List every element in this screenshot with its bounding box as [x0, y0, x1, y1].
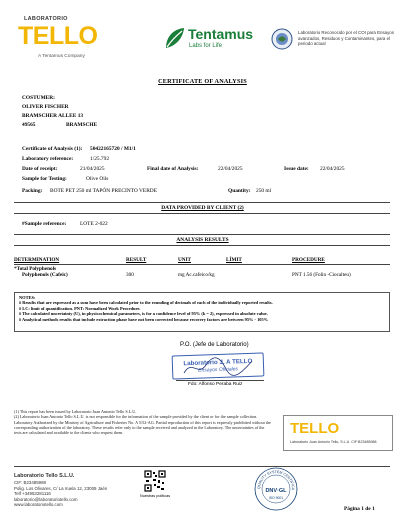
final-date-value: 22/04/2025 — [218, 166, 243, 172]
limit-cell — [226, 272, 292, 278]
results-section-title: ANALYSIS RESULTS — [176, 237, 229, 243]
notes-box — [14, 292, 390, 332]
tello-logo — [14, 16, 108, 62]
qr-label: Nuestras políticas — [140, 494, 171, 498]
divider — [14, 202, 390, 203]
customer-label: COSTUMER: — [22, 95, 55, 101]
col-unit: UNIT — [178, 257, 226, 265]
document-title: CERTIFICATE OF ANALYSIS — [158, 78, 247, 85]
stamp-line-1: Laboratorio J. A TELLO — [183, 357, 253, 368]
page-number: Página 1 de 1 — [344, 506, 375, 512]
company-street: Polig. Los Olivares, C/ La Iruela 12, 23009 Jaén — [14, 485, 108, 491]
coi-recognition-text: Laboratorio Reconocido por el COI para Ensayos avanzados, Residuos y Contaminantes, para el periodo actual — [298, 30, 394, 47]
note-line: # Analytical methods results that include extraction phase have not been corrected because recovery factors are between 95% - 105% — [19, 316, 269, 322]
issue-date-label: Issue date: — [284, 166, 309, 172]
packing-value: BOTE PET 250 ml TAPÓN PRECINTO VERDE — [50, 188, 157, 194]
footer-tello-stamp — [283, 415, 393, 451]
notes-title: NOTES: — [19, 295, 36, 300]
company-address — [14, 473, 134, 508]
signature-line — [176, 380, 264, 381]
determination-cell: Polyphenols (Cafeic) — [22, 272, 68, 278]
divider — [14, 234, 390, 235]
footnote-3: Laboratory Authorized by the Ministry of Agriculture and Fisheries No. A 5/52-AG. Partial reproduction of this report is expressly prohibited without the corresponding authorization of the laboratory. These results refer only to the sample received and analyzed in the Laboratory. The uncertainties of the tests are calculated and available to the clients who request them. — [14, 419, 271, 436]
customer-name: OLIVER FISCHER — [22, 104, 69, 110]
receipt-label: Date of receipt: — [22, 166, 58, 172]
table-row — [14, 272, 390, 278]
customer-street: BRAMSCHER ALLEE 13 — [22, 113, 84, 119]
quantity-value: 250 ml — [256, 188, 272, 194]
note-line: # Results that are expressed as a sum have been calculated prior to the rounding of decimals of each of the individually reported results. — [19, 300, 273, 306]
company-name: Laboratorio Tello S.L.U. — [14, 473, 75, 479]
unit-cell: mg Ac.cafeico/kg — [178, 272, 215, 278]
tello-logo-top: LABORATORIO — [24, 16, 68, 22]
divider — [14, 466, 390, 467]
note-line: # LC: limit of quantification. PNT: Normalized Work Procedure. — [19, 305, 141, 311]
sample-label: Sample for Testing: — [22, 176, 67, 182]
signature-scribble-icon — [180, 355, 260, 379]
results-group-row — [14, 265, 390, 273]
divider — [14, 245, 390, 246]
client-section-title: DATA PROVIDED BY CLIENT (2) — [161, 205, 244, 211]
sample-value: Olive Oils — [86, 176, 109, 182]
company-email: laboratorio@laboratoriotello.com — [14, 496, 78, 502]
final-date-label: Final date of Analysis: — [147, 166, 199, 172]
tentamus-tagline: Labs for Life — [189, 43, 223, 49]
footnotes — [14, 409, 272, 435]
tentamus-name: Tentamus — [188, 26, 254, 42]
certificate-label: Certificate of Analysis (1): — [22, 146, 83, 152]
packing-label: Packing: — [22, 188, 43, 194]
col-limit: LÍMIT — [226, 257, 292, 265]
receipt-value: 21/04/2025 — [80, 166, 105, 172]
company-phone: Telf +34953281116 — [14, 491, 51, 497]
dnv-ring-text: QUALITY SYSTEM CERTIFICA — [256, 469, 296, 490]
footnote-1: (1) This report has been issued by Laboratorio Juan Antonio Tello S.L.U. — [14, 409, 137, 414]
dnv-brand: DNV·GL — [265, 488, 287, 494]
result-cell: 300 — [126, 272, 134, 278]
tentamus-logo — [162, 26, 267, 56]
results-header-row — [14, 257, 390, 265]
procedure-cell: PNT 1.56 (Folin -Ciocalteu) — [292, 272, 351, 278]
lab-ref-value: 1/25.792 — [90, 156, 110, 162]
tello-logo-sub: A Tentamus Company — [38, 54, 85, 59]
issue-date-value: 22/04/2025 — [320, 166, 345, 172]
footer-tello-name: TELLO — [290, 420, 340, 437]
signer-name: Fdo: Alfonso Peraba Ruiz — [188, 382, 243, 387]
col-procedure: PROCEDURE — [292, 257, 390, 265]
results-table — [14, 257, 390, 278]
dnv-standard: ISO 9001 — [268, 496, 284, 500]
certificate-number: 50422165720 / M1/1 — [90, 146, 136, 152]
coi-seal-icon — [271, 28, 293, 50]
footnote-2: (2) Laboratorio Juan Antonio Tello S.L.U. is not responsible for the information of the sample provided by the client or for the sample collection. — [14, 414, 258, 420]
qr-code-icon[interactable] — [144, 470, 166, 492]
note-line: # The calculated uncertainty (U), in physicochemical parameters, is for a confidence level of 95% (k = 2), expressed in absolute value. — [19, 311, 268, 317]
customer-postcode: 49565 — [22, 122, 36, 128]
group-label: *Total Polyphenols — [14, 266, 57, 272]
sample-ref-label: #Sample reference: — [22, 221, 67, 227]
customer-city: BRAMSCHE — [66, 122, 98, 128]
stamp-line-2: Ensayos Oficiales — [198, 366, 239, 374]
col-result: RESULT — [126, 257, 178, 265]
lab-ref-label: Laboratory reference: — [22, 156, 74, 162]
dnv-certification-badge — [253, 466, 299, 512]
divider — [14, 213, 390, 214]
company-cif: CIF: B23485988 — [14, 480, 46, 485]
company-web: www.laboratoriotello.com — [14, 502, 63, 508]
signature-role: P.O. (Jefe de Laboratorio) — [180, 342, 249, 348]
footer-tello-sub: Laboratorio Juan Antonio Tello, S.L.U. CIF:B23485988 — [290, 440, 377, 444]
tentamus-leaf-icon — [162, 26, 186, 52]
sample-ref-value: LOTE 2-022 — [80, 221, 108, 227]
quantity-label: Quantity: — [228, 188, 251, 194]
tello-logo-name: TELLO — [18, 22, 98, 50]
col-determination: DETERMINATION — [14, 257, 126, 265]
dnv-seal-icon — [253, 466, 299, 512]
